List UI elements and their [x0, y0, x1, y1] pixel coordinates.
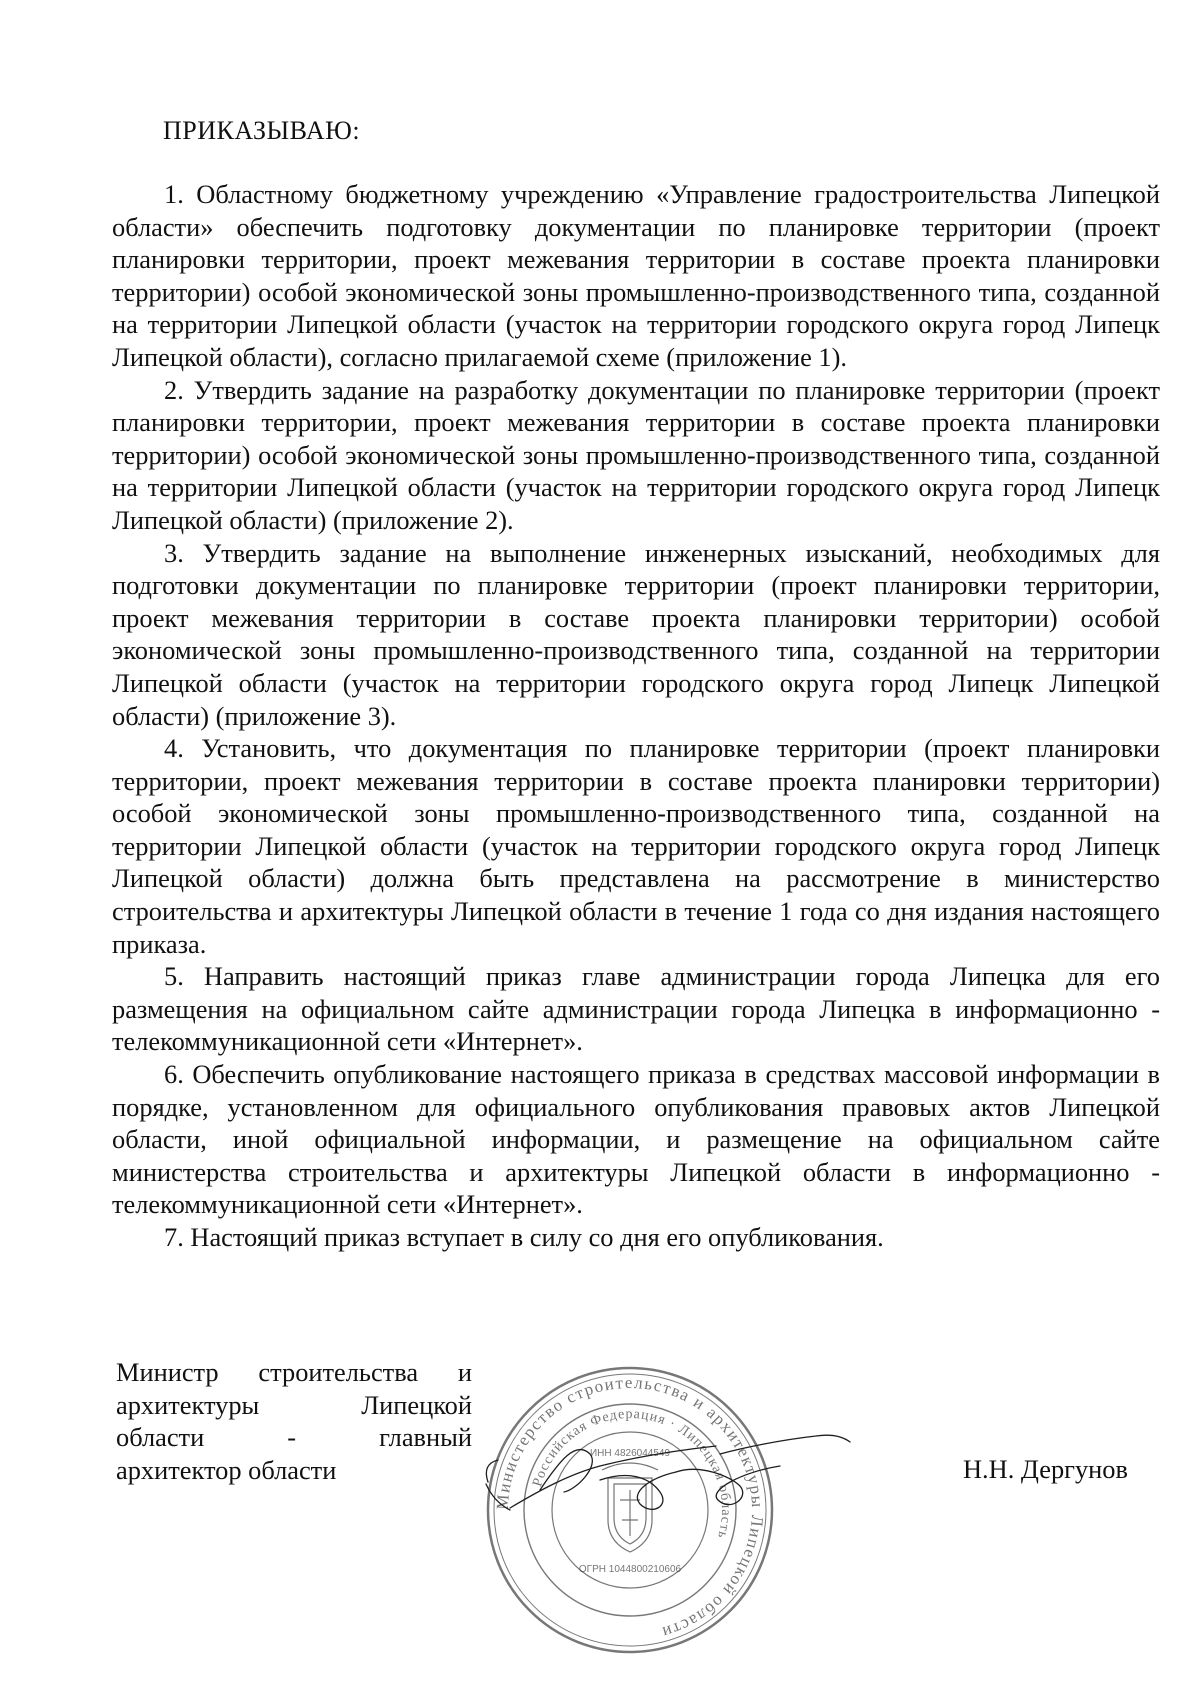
seal-ogrn: ОГРН 1044800210606 [578, 1564, 682, 1575]
order-paragraph-3: 3. Утвердить задание на выполнение инженерных изысканий, необходимых для подготовки документации по планировке территории (проект планировки территории, проект межевания территории в составе проекта планировки территории) особой экономической зоны промышленно-производственного типа, созданной на территории Липецкой области (участок на территории городского округа город Липецк Липецкой области) (приложение 3). [112, 537, 1160, 731]
seal-inn: ИНН 4826044549 [589, 1448, 671, 1459]
signer-name: Н.Н. Дергунов [963, 1454, 1128, 1484]
order-paragraph-1: 1. Областному бюджетному учреждению «Управление градостроительства Липецкой области» обеспечить подготовку документации по планировке территории (проект планировки территории, проект межевания территории в составе проекта планировки территории) особой экономической зоны промышленно-производственного типа, созданной на территории Липецкой области (участок на территории городского округа город Липецк Липецкой области), согласно прилагаемой схеме (приложение 1). [112, 179, 1160, 372]
signer-position [116, 1356, 472, 1486]
order-heading: ПРИКАЗЫВАЮ: [163, 116, 361, 145]
order-paragraph-6: 6. Обеспечить опубликование настоящего приказа в средствах массовой информации в порядке, установленном для официального опубликования правовых актов Липецкой области, иной официальной информации, и размещение на официальном сайте министерства строительства и архитектуры Липецкой области в информационно - телекоммуникационной сети «Интернет». [112, 1059, 1160, 1220]
order-body [112, 178, 1160, 1254]
signer-position-line: области - главный [116, 1422, 472, 1453]
signer-position-line: Министр строительства и [116, 1357, 472, 1387]
seal-inner-text: Российская Федерация · Липецкая область [530, 1406, 734, 1541]
handwritten-signature [480, 1420, 860, 1540]
signer-position-line: архитектор области [116, 1454, 337, 1485]
order-paragraph-7: 7. Настоящий приказ вступает в силу со дня его опубликования. [164, 1222, 884, 1252]
order-paragraph-5: 5. Направить настоящий приказ главе администрации города Липецка для его размещения на официальном сайте администрации города Липецка в информационно - телекоммуникационной сети «Интернет». [112, 961, 1160, 1057]
seal-outer-text: Министерство строительства и архитектуры Липецкой области [492, 1372, 768, 1643]
order-paragraph-4: 4. Установить, что документация по планировке территории (проект планировки территории, проект межевания территории в составе проекта планировки территории) особой экономической зоны промышленно-производственного типа, созданной на территории Липецкой области (участок на территории городского округа город Липецк Липецкой области) должна быть представлена на рассмотрение в министерство строительства и архитектуры Липецкой области в течение 1 года со дня издания настоящего приказа. [112, 733, 1160, 959]
order-paragraph-2: 2. Утвердить задание на разработку документации по планировке территории (проект планировки территории, проект межевания территории в составе проекта планировки территории) особой экономической зоны промышленно-производственного типа, созданной на территории Липецкой области (участок на территории городского округа город Липецк Липецкой области) (приложение 2). [112, 374, 1160, 535]
signer-position-line: архитектуры Липецкой [116, 1389, 472, 1420]
